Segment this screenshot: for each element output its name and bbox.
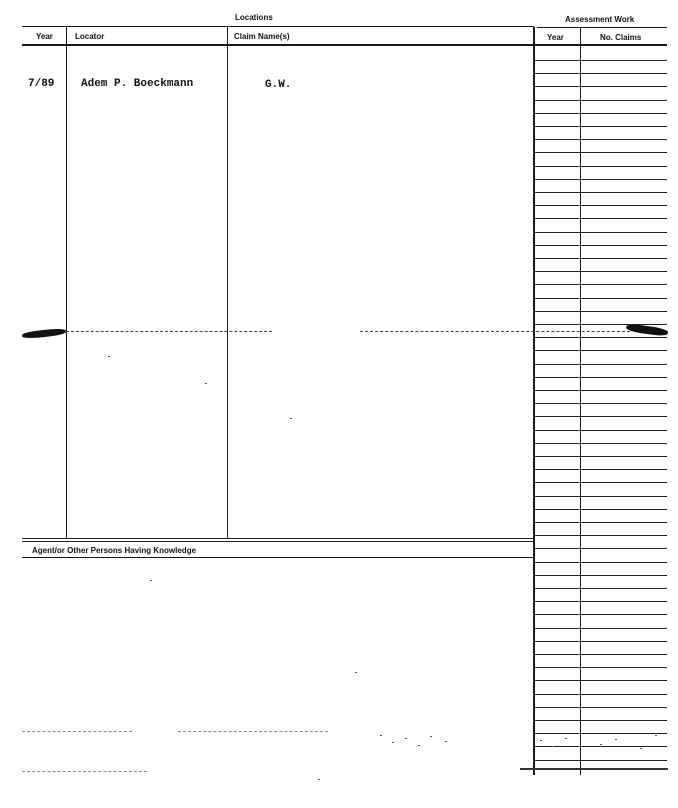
ledger-row-line: [533, 535, 667, 536]
agent-label-rule: [22, 557, 534, 558]
divider-locator-claims: [227, 27, 228, 538]
col-header-year: Year: [36, 32, 53, 41]
agent-top-rule: [22, 541, 534, 542]
scan-speck: [150, 580, 152, 581]
scan-speck: [565, 738, 567, 739]
col-header-locator: Locator: [75, 32, 105, 41]
ledger-row-line: [533, 166, 667, 167]
scan-speck: [640, 748, 642, 749]
header-bottom-rule: [22, 44, 667, 46]
ledger-row-line: [533, 60, 667, 61]
ledger-row-line: [533, 258, 667, 259]
locations-top-rule: [22, 26, 534, 27]
scan-mark-right: [626, 323, 669, 337]
ledger-row-line: [533, 152, 667, 153]
fold-line-left: [66, 331, 272, 332]
faint-line-3: [22, 771, 147, 772]
ledger-row-line: [533, 86, 667, 87]
col-header-no-claims: No. Claims: [600, 33, 642, 42]
ledger-row-line: [533, 205, 667, 206]
ledger-row-line: [533, 390, 667, 391]
ledger-row-line: [533, 469, 667, 470]
scan-speck: [380, 735, 382, 736]
ledger-row-line: [533, 284, 667, 285]
ledger-row-line: [533, 575, 667, 576]
ledger-row-line: [533, 271, 667, 272]
scan-speck: [430, 736, 432, 737]
scan-speck: [445, 741, 447, 742]
entry-year: 7/89: [28, 78, 55, 90]
scan-speck: [615, 739, 617, 740]
scan-speck: [600, 744, 602, 745]
scan-speck: [318, 779, 320, 780]
scan-speck: [655, 735, 657, 736]
assessment-top-rule: [537, 27, 667, 28]
ledger-row-line: [533, 456, 667, 457]
scan-speck: [205, 383, 207, 384]
ledger-row-line: [533, 522, 667, 523]
scan-speck: [355, 672, 357, 673]
ledger-row-line: [533, 100, 667, 101]
divider-year-locator: [66, 27, 67, 538]
ledger-row-line: [533, 707, 667, 708]
ledger-row-line: [533, 680, 667, 681]
locations-title: Locations: [235, 13, 273, 22]
entry-claim-name: G.W.: [265, 79, 292, 91]
ledger-row-line: [533, 324, 667, 325]
ledger-row-line: [533, 192, 667, 193]
ledger-row-line: [533, 403, 667, 404]
ledger-row-line: [533, 733, 667, 734]
ledger-row-line: [533, 496, 667, 497]
scan-speck: [540, 740, 542, 741]
ledger-row-line: [533, 720, 667, 721]
entry-locator: Adem P. Boeckmann: [81, 78, 194, 90]
ledger-row-line: [533, 311, 667, 312]
scan-mark-left: [22, 328, 66, 340]
ledger-bottom-rule: [520, 768, 668, 770]
ledger-row-line: [533, 760, 667, 761]
scan-speck: [405, 738, 407, 739]
ledger-row-line: [533, 179, 667, 180]
ledger-row-line: [533, 654, 667, 655]
ledger-row-line: [533, 245, 667, 246]
ledger-row-line: [533, 443, 667, 444]
ledger-row-line: [533, 350, 667, 351]
ledger-row-line: [533, 218, 667, 219]
col-header-claim-names: Claim Name(s): [234, 32, 290, 41]
ledger-row-line: [533, 562, 667, 563]
faint-line-2: [178, 731, 328, 732]
ledger-row-line: [533, 641, 667, 642]
ledger-row-line: [533, 232, 667, 233]
ledger-row-line: [533, 667, 667, 668]
ledger-row-line: [533, 628, 667, 629]
faint-line-1: [22, 731, 132, 732]
ledger-row-line: [533, 298, 667, 299]
ledger-row-line: [533, 430, 667, 431]
ledger-row-line: [533, 601, 667, 602]
ledger-row-line: [533, 416, 667, 417]
ledger-row-line: [533, 337, 667, 338]
ledger-row-line: [533, 126, 667, 127]
scan-speck: [290, 418, 292, 419]
scan-speck: [392, 742, 394, 743]
fold-line-right: [360, 331, 630, 332]
ledger-row-line: [533, 694, 667, 695]
ledger-row-line: [533, 73, 667, 74]
scan-speck: [552, 746, 554, 747]
agent-section-label: Agent/or Other Persons Having Knowledge: [32, 546, 197, 555]
ledger-row-line: [533, 614, 667, 615]
ledger-row-line: [533, 588, 667, 589]
ledger-row-line: [533, 113, 667, 114]
assessment-work-title: Assessment Work: [565, 15, 635, 24]
ledger-row-line: [533, 482, 667, 483]
ledger-row-line: [533, 377, 667, 378]
ledger-row-line: [533, 364, 667, 365]
scan-speck: [418, 745, 420, 746]
ledger-row-line: [533, 548, 667, 549]
scan-speck: [108, 356, 110, 357]
locations-bottom-rule: [22, 538, 534, 539]
ledger-row-line: [533, 139, 667, 140]
ledger-row-line: [533, 509, 667, 510]
col-header-assessment-year: Year: [547, 33, 564, 42]
